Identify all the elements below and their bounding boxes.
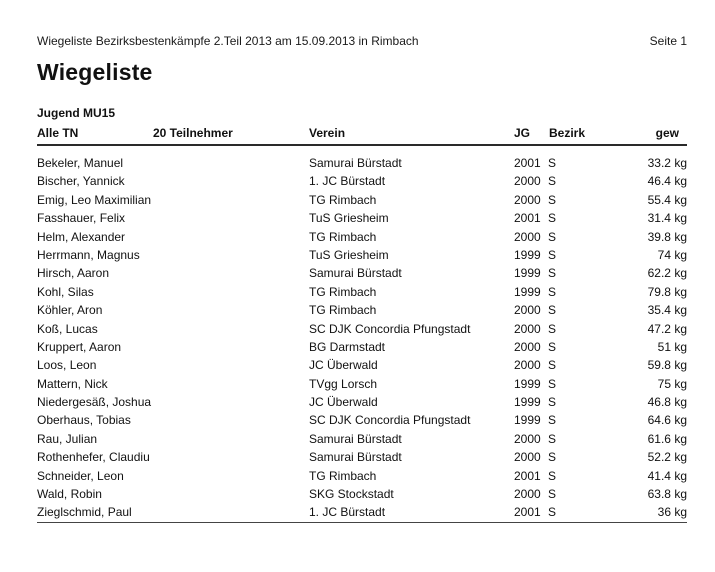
participant-district: S — [548, 468, 557, 483]
table-row — [37, 209, 687, 227]
participant-year: 2000 — [514, 431, 541, 446]
participant-name: Kruppert, Aaron — [37, 339, 122, 354]
participant-district: S — [548, 284, 557, 299]
participant-year: 2001 — [514, 156, 541, 170]
table-row — [37, 320, 687, 338]
table-row — [37, 485, 687, 503]
participant-weight: 52.2 kg — [647, 450, 687, 465]
participant-club: SC DJK Concordia Pfungstadt — [309, 321, 471, 336]
participant-club: Samurai Bürstadt — [309, 431, 402, 446]
event-title: Wiegeliste Bezirksbestenkämpfe 2.Teil 2013 am 15.09.2013 in Rimbach — [37, 34, 419, 48]
participant-club: 1. JC Bürstadt — [309, 174, 386, 189]
participant-year: 1999 — [514, 376, 541, 391]
participant-club: TG Rimbach — [309, 284, 377, 299]
participant-club: JC Überwald — [309, 358, 378, 373]
participant-weight: 79.8 kg — [647, 284, 687, 299]
participant-weight: 47.2 kg — [647, 321, 687, 336]
participant-club: TG Rimbach — [309, 468, 377, 483]
participant-weight: 59.8 kg — [647, 358, 687, 373]
header-club: Verein — [309, 126, 346, 140]
participant-name: Emig, Leo Maximilian — [37, 192, 152, 207]
table-row — [37, 430, 687, 448]
participant-district: S — [548, 174, 557, 189]
participant-year: 2001 — [514, 505, 541, 520]
participant-name: Bischer, Yannick — [37, 174, 125, 189]
participant-weight: 55.4 kg — [647, 192, 687, 207]
participant-club: TG Rimbach — [309, 192, 377, 207]
participant-year: 2001 — [514, 211, 541, 226]
participant-year: 2001 — [514, 468, 541, 483]
table-row — [37, 356, 687, 374]
participant-name: Kohl, Silas — [37, 284, 94, 299]
participant-name: Zieglschmid, Paul — [37, 505, 132, 520]
participant-weight: 39.8 kg — [647, 229, 687, 244]
participant-club: TG Rimbach — [309, 229, 377, 244]
participant-district: S — [548, 247, 557, 262]
header-weight: gew — [655, 126, 679, 140]
participant-district: S — [548, 358, 557, 373]
participant-district: S — [548, 192, 557, 207]
participant-weight: 74 kg — [657, 247, 687, 262]
participant-year: 1999 — [514, 413, 541, 428]
participant-list — [37, 154, 687, 522]
participant-name: Herrmann, Magnus — [37, 247, 140, 262]
participant-district: S — [548, 376, 557, 391]
participant-club: SKG Stockstadt — [309, 487, 394, 502]
participant-club: JC Überwald — [309, 395, 378, 410]
participant-district: S — [548, 211, 557, 226]
participant-district: S — [548, 505, 557, 520]
table-row — [37, 393, 687, 411]
header-all-participants: Alle TN — [37, 126, 79, 140]
participant-district: S — [548, 156, 557, 170]
header-divider — [37, 144, 687, 146]
participant-district: S — [548, 431, 557, 446]
participant-weight: 41.4 kg — [647, 468, 687, 483]
participant-name: Fasshauer, Felix — [37, 211, 126, 226]
participant-district: S — [548, 229, 557, 244]
participant-name: Bekeler, Manuel — [37, 156, 124, 170]
participant-weight: 63.8 kg — [647, 487, 687, 502]
document-header — [37, 34, 687, 48]
participant-name: Rothenhefer, Claudiu — [37, 450, 150, 465]
participant-district: S — [548, 339, 557, 354]
table-row — [37, 448, 687, 466]
participant-district: S — [548, 450, 557, 465]
participant-weight: 61.6 kg — [647, 431, 687, 446]
participant-club: Samurai Bürstadt — [309, 156, 402, 170]
participant-club: TG Rimbach — [309, 303, 377, 318]
participant-weight: 46.8 kg — [647, 395, 687, 410]
participant-name: Oberhaus, Tobias — [37, 413, 131, 428]
participant-year: 1999 — [514, 284, 541, 299]
participant-weight: 75 kg — [657, 376, 687, 391]
participant-year: 2000 — [514, 450, 541, 465]
participant-year: 2000 — [514, 487, 541, 502]
participant-club: Samurai Bürstadt — [309, 266, 402, 281]
participant-name: Schneider, Leon — [37, 468, 124, 483]
participant-name: Koß, Lucas — [37, 321, 98, 336]
participant-club: TuS Griesheim — [309, 211, 389, 226]
header-participant-count: 20 Teilnehmer — [153, 126, 233, 140]
participant-club: TVgg Lorsch — [309, 376, 378, 391]
table-row — [37, 264, 687, 282]
participant-year: 2000 — [514, 303, 541, 318]
table-row — [37, 246, 687, 264]
participant-weight: 46.4 kg — [647, 174, 687, 189]
participant-year: 1999 — [514, 247, 541, 262]
section-title: Jugend MU15 — [37, 106, 116, 120]
participant-year: 2000 — [514, 339, 541, 354]
participant-district: S — [548, 321, 557, 336]
page-title: Wiegeliste — [37, 59, 153, 85]
participant-club: TuS Griesheim — [309, 247, 389, 262]
participant-weight: 62.2 kg — [647, 266, 687, 281]
table-bottom-divider — [37, 522, 687, 523]
participant-name: Köhler, Aron — [37, 303, 103, 318]
participant-club: Samurai Bürstadt — [309, 450, 402, 465]
participant-weight: 35.4 kg — [647, 303, 687, 318]
participant-year: 2000 — [514, 174, 541, 189]
participant-district: S — [548, 413, 557, 428]
participant-year: 1999 — [514, 266, 541, 281]
participant-year: 2000 — [514, 229, 541, 244]
table-row — [37, 338, 687, 356]
participant-weight: 36 kg — [657, 505, 687, 520]
table-row — [37, 154, 687, 172]
table-row — [37, 467, 687, 485]
participant-name: Mattern, Nick — [37, 376, 108, 391]
table-row — [37, 375, 687, 393]
participant-club: SC DJK Concordia Pfungstadt — [309, 413, 471, 428]
participant-name: Hirsch, Aaron — [37, 266, 110, 281]
participant-name: Wald, Robin — [37, 487, 102, 502]
participant-weight: 51 kg — [657, 339, 687, 354]
participant-year: 2000 — [514, 192, 541, 207]
table-header — [37, 126, 687, 144]
table-row — [37, 191, 687, 209]
table-row — [37, 301, 687, 319]
participant-club: 1. JC Bürstadt — [309, 505, 386, 520]
table-row — [37, 228, 687, 246]
header-district: Bezirk — [549, 126, 586, 140]
participant-year: 1999 — [514, 395, 541, 410]
participant-name: Niedergesäß, Joshua — [37, 395, 152, 410]
participant-year: 2000 — [514, 321, 541, 336]
participant-club: BG Darmstadt — [309, 339, 386, 354]
participant-name: Helm, Alexander — [37, 229, 126, 244]
participant-weight: 31.4 kg — [647, 211, 687, 226]
table-row — [37, 503, 687, 521]
table-row — [37, 411, 687, 429]
participant-district: S — [548, 487, 557, 502]
participant-name: Loos, Leon — [37, 358, 97, 373]
table-row — [37, 283, 687, 301]
participant-year: 2000 — [514, 358, 541, 373]
participant-district: S — [548, 266, 557, 281]
header-year: JG — [514, 126, 531, 140]
participant-district: S — [548, 303, 557, 318]
participant-name: Rau, Julian — [37, 431, 98, 446]
participant-weight: 64.6 kg — [647, 413, 687, 428]
table-row — [37, 172, 687, 190]
page-number: Seite 1 — [649, 34, 687, 48]
participant-district: S — [548, 395, 557, 410]
participant-weight: 33.2 kg — [647, 156, 687, 170]
